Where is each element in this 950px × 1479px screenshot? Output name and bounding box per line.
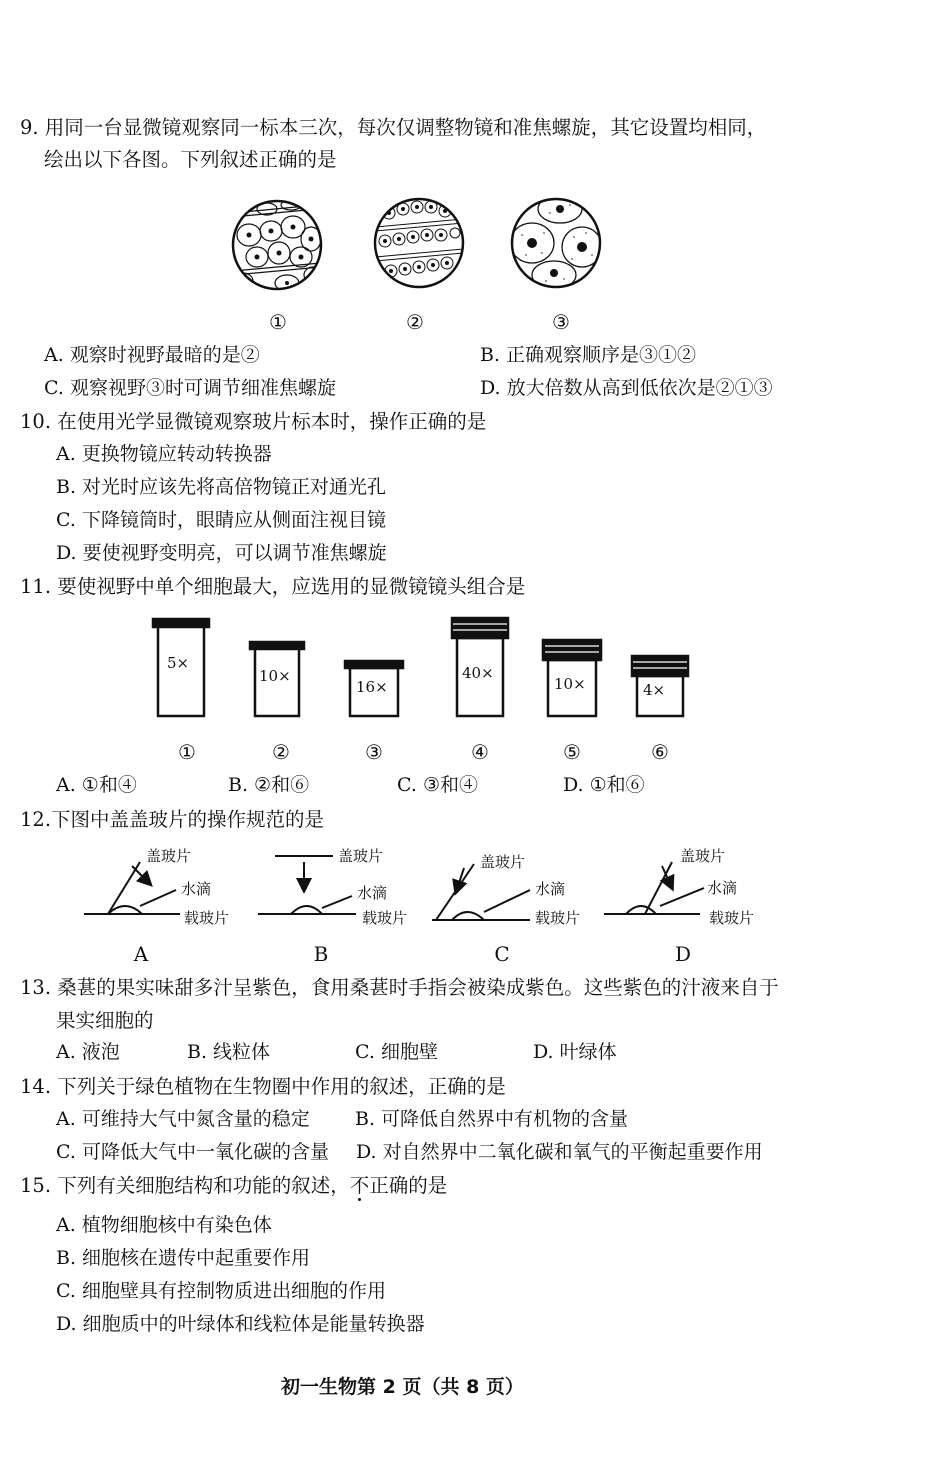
q10-stem: 10. 在使用光学显微镜观察玻片标本时，操作正确的是 — [20, 410, 487, 433]
q14-option-d: D. 对自然界中二氧化碳和氧气的平衡起重要作用 — [356, 1141, 763, 1163]
q11-option-d: D. ①和⑥ — [563, 774, 645, 796]
q13-stem-line2: 果实细胞的 — [56, 1009, 154, 1032]
diagram-a-slide-label: 载玻片 — [184, 909, 230, 927]
q9-fig-label-1: ① — [269, 310, 287, 334]
diagram-d-cover-label: 盖玻片 — [680, 847, 726, 865]
q15-option-a: A. 植物细胞核中有染色体 — [56, 1214, 272, 1236]
q14-option-a: A. 可维持大气中氮含量的稳定 — [56, 1108, 310, 1130]
q11-fig-label-4: ④ — [471, 740, 489, 764]
q11-fig-label-5: ⑤ — [563, 740, 581, 764]
q9-stem-line1: 9. 用同一台显微镜观察同一标本三次，每次仅调整物镜和准焦螺旋，其它设置均相同， — [20, 116, 767, 139]
q10-option-d: D. 要使视野变明亮，可以调节准焦螺旋 — [56, 542, 387, 564]
q14-option-c: C. 可降低大气中一氧化碳的含量 — [56, 1141, 329, 1163]
q11-fig-label-6: ⑥ — [651, 740, 669, 764]
lens-4-mag: 40× — [462, 664, 494, 682]
q12-fig-label-c: C — [494, 942, 510, 966]
diagram-b-cover-label: 盖玻片 — [338, 847, 384, 865]
q11-stem: 11. 要使视野中单个细胞最大，应选用的显微镜镜头组合是 — [20, 575, 526, 598]
lens-6-mag: 4× — [643, 681, 666, 699]
lens-3-mag: 16× — [356, 678, 388, 696]
q13-stem-line1: 13. 桑葚的果实味甜多汁呈紫色，食用桑葚时手指会被染成紫色。这些紫色的汁液来自于 — [20, 976, 779, 999]
diagram-a-cover-label: 盖玻片 — [146, 847, 192, 865]
q13-option-c: C. 细胞壁 — [355, 1041, 438, 1063]
q15-option-d: D. 细胞质中的叶绿体和线粒体是能量转换器 — [56, 1313, 425, 1335]
q15-stem-part-b: 正确的是 — [369, 1174, 448, 1197]
q14-stem: 14. 下列关于绿色植物在生物圈中作用的叙述，正确的是 — [20, 1075, 506, 1098]
q13-option-d: D. 叶绿体 — [533, 1041, 617, 1063]
q13-option-a: A. 液泡 — [56, 1041, 120, 1063]
q10-option-c: C. 下降镜筒时，眼睛应从侧面注视目镜 — [56, 509, 386, 531]
diagram-c — [432, 864, 530, 920]
q9-option-d: D. 放大倍数从高到低依次是②①③ — [480, 377, 773, 399]
page-footer: 初一生物第 2 页（共 8 页） — [281, 1376, 524, 1398]
q9-stem-line2: 绘出以下各图。下列叙述正确的是 — [44, 148, 337, 171]
q10-option-b: B. 对光时应该先将高倍物镜正对通光孔 — [56, 476, 387, 498]
q15-stem-part-a: 15. 下列有关细胞结构和功能的叙述， — [20, 1174, 350, 1197]
q11-option-b: B. ②和⑥ — [228, 774, 310, 796]
diagram-b-slide-label: 载玻片 — [362, 909, 408, 927]
q14-option-b: B. 可降低自然界中有机物的含量 — [355, 1108, 629, 1130]
q15-option-c: C. 细胞壁具有控制物质进出细胞的作用 — [56, 1280, 386, 1302]
q15-option-b: B. 细胞核在遗传中起重要作用 — [56, 1247, 311, 1269]
q12-fig-label-b: B — [313, 942, 329, 966]
q11-fig-label-2: ② — [272, 740, 290, 764]
q11-fig-label-1: ① — [178, 740, 196, 764]
q13-option-b: B. 线粒体 — [187, 1041, 271, 1063]
q11-option-c: C. ③和④ — [397, 774, 478, 796]
diagram-d — [604, 862, 704, 914]
q12-stem: 12.下图中盖盖玻片的操作规范的是 — [20, 808, 325, 831]
q12-fig-label-a: A — [133, 942, 149, 966]
lens-5-mag: 10× — [554, 675, 586, 693]
q9-option-c: C. 观察视野③时可调节细准焦螺旋 — [44, 377, 336, 399]
q9-fig-label-2: ② — [406, 310, 424, 334]
q12-fig-label-d: D — [674, 942, 692, 966]
q11-fig-label-3: ③ — [365, 740, 383, 764]
diagram-c-cover-label: 盖玻片 — [480, 853, 526, 871]
diagram-c-slide-label: 载玻片 — [535, 909, 581, 927]
diagram-c-drop-label: 水滴 — [535, 880, 566, 898]
q11-option-a: A. ①和④ — [56, 774, 137, 796]
q9-option-b: B. 正确观察顺序是③①② — [480, 344, 697, 366]
q15-stem-emphasis: 不 — [349, 1174, 370, 1197]
q10-option-a: A. 更换物镜应转动转换器 — [56, 443, 272, 465]
lens-2-mag: 10× — [259, 667, 291, 685]
diagram-a — [84, 862, 180, 914]
diagram-d-drop-label: 水滴 — [707, 879, 738, 897]
q9-fig-label-3: ③ — [552, 310, 570, 334]
lens-1-mag: 5× — [167, 654, 190, 672]
q9-option-a: A. 观察时视野最暗的是② — [44, 344, 260, 366]
diagram-a-drop-label: 水滴 — [181, 880, 212, 898]
diagram-b-drop-label: 水滴 — [357, 884, 388, 902]
q15-stem — [20, 1176, 447, 1196]
diagram-d-slide-label: 载玻片 — [709, 909, 755, 927]
